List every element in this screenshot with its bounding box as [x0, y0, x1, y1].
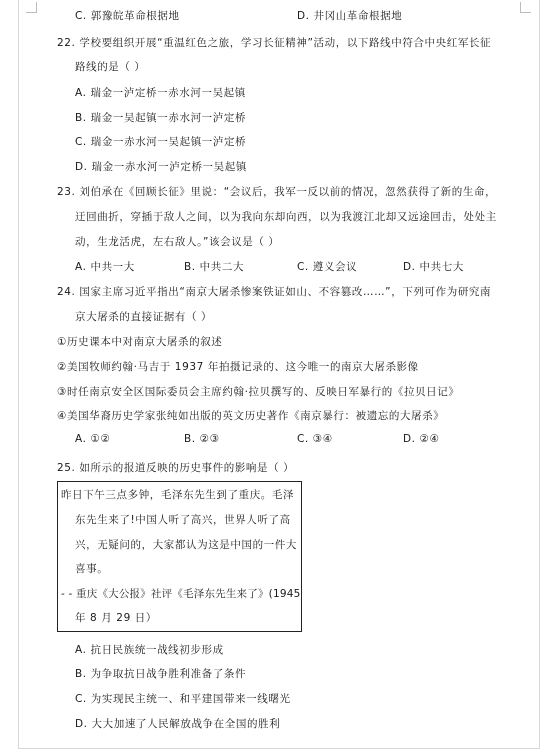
q23-option-b: B. 中共二大: [184, 261, 245, 273]
corner-mark-top-left: [26, 2, 37, 13]
q24-item-2: ②美国牧师约翰·马吉于 1937 年拍摄记录的、这今唯一的南京大屠杀影像: [57, 361, 419, 373]
q22-option-c: C. 瑞金一赤水河一吴起镇一泸定桥: [75, 136, 247, 148]
quote-line-2: 东先生来了!中国人听了高兴，世界人听了高: [75, 514, 291, 526]
q24-stem-line1: 24. 国家主席习近平指出“南京大屠杀惨案铁证如山、不容篡改……”，下列可作为研究南: [57, 286, 492, 298]
q22-option-a: A. 瑞金一泸定桥一赤水河一吴起镇: [75, 87, 246, 99]
q24-item-3: ③时任南京安全区国际委员会主席约翰·拉贝撰写的、反映日军暴行的《拉贝日记》: [57, 386, 460, 398]
q24-option-c: C. ③④: [297, 433, 333, 445]
q24-stem-line2: 京大屠杀的直接证据有（ ）: [75, 311, 213, 323]
q24-option-a: A. ①②: [75, 433, 111, 445]
quote-line-5: - - 重庆《大公报》社评《毛泽东先生来了》(1945: [61, 588, 301, 600]
top-option-c: C. 郭豫皖革命根据地: [75, 10, 180, 22]
q25-option-b: B. 为争取抗日战争胜利准备了条件: [75, 668, 247, 680]
corner-mark-top-right: [520, 2, 531, 13]
q23-option-d: D. 中共七大: [403, 261, 464, 273]
q24-option-b: B. ②③: [184, 433, 220, 445]
q25-stem: 25. 如所示的报道反映的历史事件的影响是（ ）: [57, 462, 295, 474]
q23-stem-line2: 迂回曲折，穿插于敌人之间，以为我向东却向西，以为我渡江北却又远途回击，处处主: [75, 211, 497, 223]
q22-stem-line2: 路线的是（ ）: [75, 61, 146, 73]
quote-line-6: 年 8 月 29 日）: [75, 612, 157, 624]
q22-option-d: D. 瑞金一赤水河一泸定桥一吴起镇: [75, 161, 247, 173]
q23-option-c: C. 遵义会议: [297, 261, 358, 273]
q24-item-1: ①历史课本中对南京大屠杀的叙述: [57, 336, 223, 348]
quote-line-4: 喜事。: [75, 563, 109, 575]
q23-option-a: A. 中共一大: [75, 261, 135, 273]
q25-option-a: A. 抗日民族统一战线初步形成: [75, 644, 224, 656]
quote-line-3: 兴，无疑问的，大家都认为这是中国的一件大: [75, 539, 297, 551]
quote-box: [57, 481, 302, 632]
q22-stem-line1: 22. 学校要组织开展“重温红色之旅，学习长征精神”活动，以下路线中符合中央红军长征: [57, 37, 492, 49]
q23-stem-line1: 23. 刘伯承在《回顾长征》里说：“会议后，我军一反以前的情况，忽然获得了新的生命，: [57, 186, 497, 198]
q25-option-c: C. 为实现民主统一、和平建国带来一线曙光: [75, 693, 291, 705]
top-option-d: D. 井冈山革命根据地: [297, 10, 403, 22]
quote-line-1: 昨日下午三点多钟，毛泽东先生到了重庆。毛泽: [61, 489, 295, 501]
q22-option-b: B. 瑞金一吴起镇一赤水河一泸定桥: [75, 112, 247, 124]
q24-item-4: ④美国华裔历史学家张纯如出版的英文历史著作《南京暴行：被遗忘的大屠杀》: [57, 410, 445, 422]
q24-option-d: D. ②④: [403, 433, 440, 445]
q25-option-d: D. 大大加速了人民解放战争在全国的胜利: [75, 718, 281, 730]
q23-stem-line3: 动，生龙活虎，左右敌人。”该会议是（ ）: [75, 236, 280, 248]
